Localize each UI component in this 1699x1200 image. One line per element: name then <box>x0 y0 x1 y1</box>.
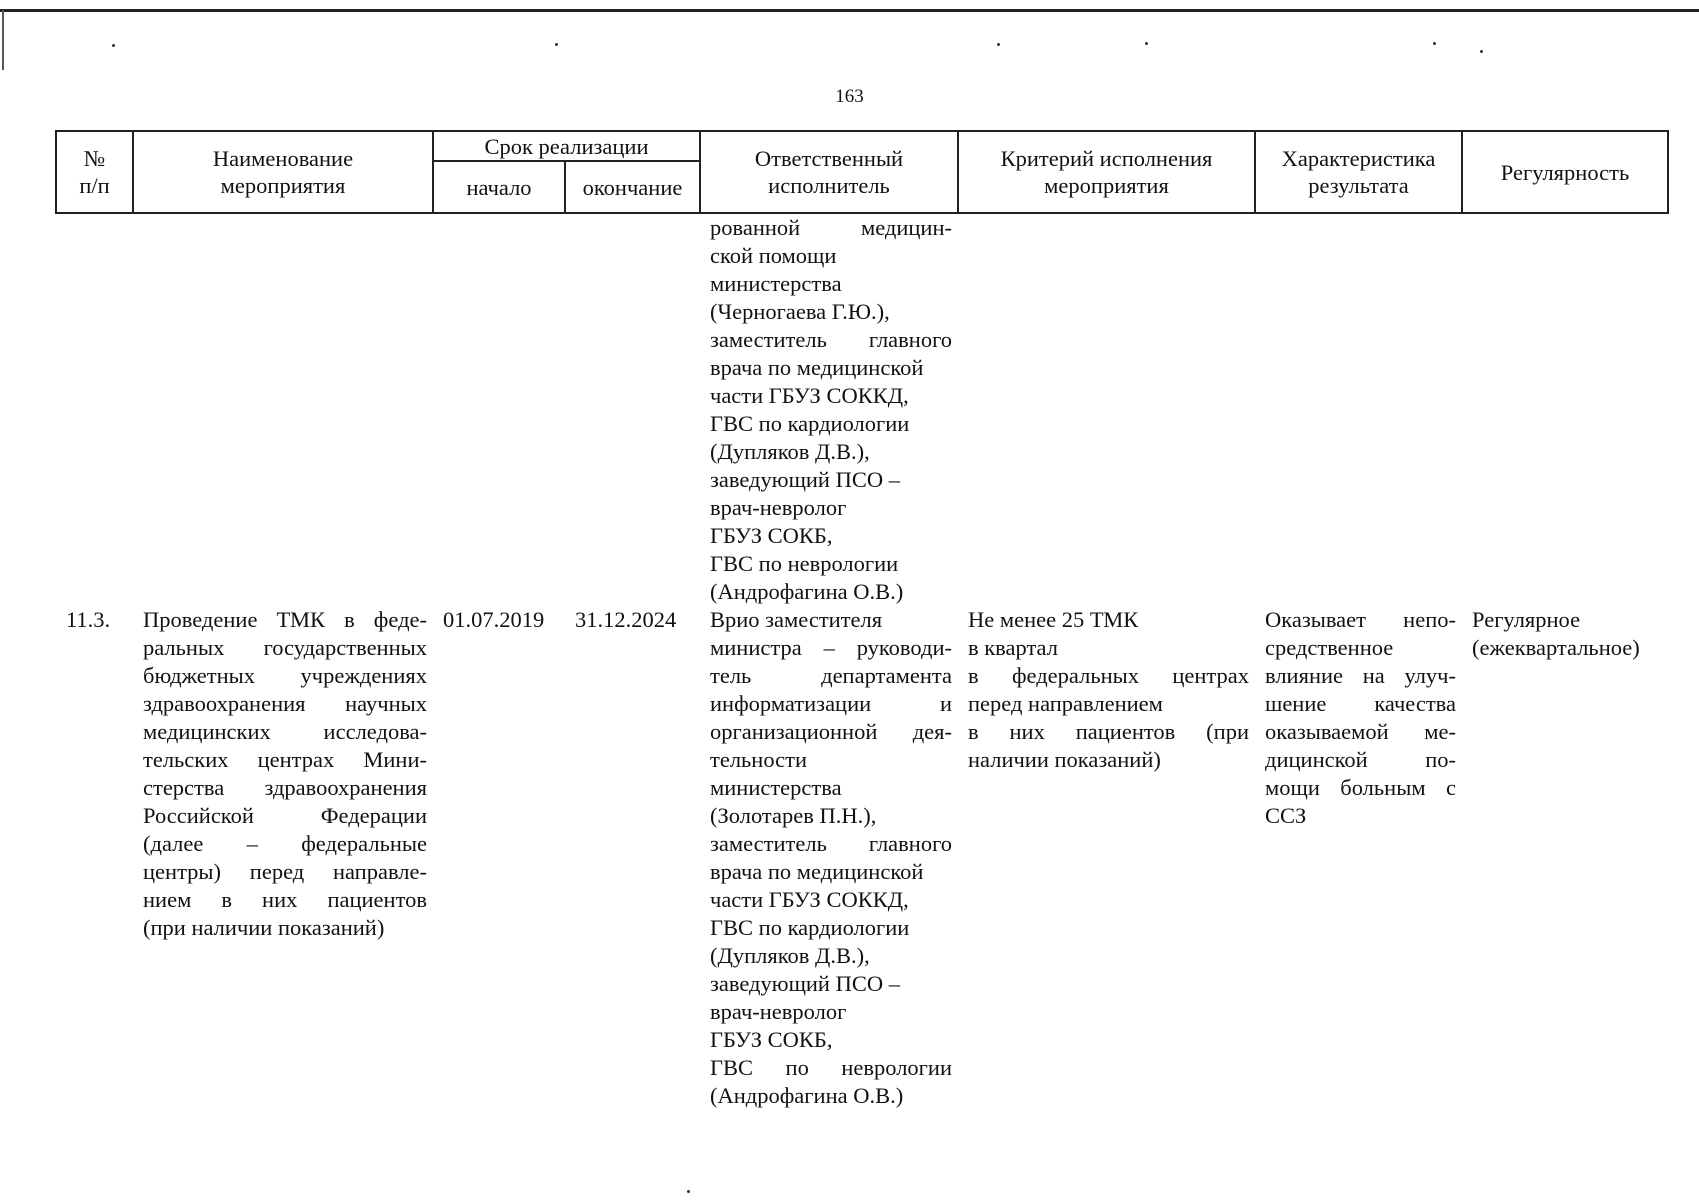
header-name: Наименование мероприятия <box>133 131 433 213</box>
scan-left-border <box>2 10 4 70</box>
cell-responsible: Врио заместителя министра – руководи- тель департамента информатизации и организационной дея- тельности министерства (Золотарев П.Н.), заместитель главного врача по медицинской части ГБУЗ СОККД, ГВС по кардиологии (Дупляков Д.В.), заведующий ПСО – врач-невролог ГБУЗ СОКБ, ГВС по неврологии (Андрофагина О.В.) <box>710 607 952 1108</box>
header-start: начало <box>433 161 565 213</box>
scan-speck <box>997 43 1000 46</box>
scan-speck <box>1145 42 1148 45</box>
scan-speck <box>687 1190 690 1193</box>
header-period: Срок реализации <box>433 131 700 161</box>
cell-number: 11.3. <box>66 607 111 632</box>
header-regularity: Регулярность <box>1462 131 1668 213</box>
cell-criterion: Не менее 25 ТМК в квартал в федеральных центрах перед направлением в них пациентов (при наличии показаний) <box>968 607 1249 772</box>
activity-plan-table <box>55 130 1669 1110</box>
scan-speck <box>1433 42 1436 45</box>
table-row-11-3 <box>56 606 1668 1110</box>
cell-regularity: Регулярное (ежеквартальное) <box>1472 607 1640 660</box>
header-responsible: Ответственный исполнитель <box>700 131 958 213</box>
cell-result: Оказывает непо- средственное влияние на улуч- шение качества оказываемой ме- дицинской по- мощи больным с ССЗ <box>1265 607 1456 828</box>
header-number: № п/п <box>56 131 133 213</box>
cell-start <box>433 213 565 606</box>
header-criterion: Критерий исполнения мероприятия <box>958 131 1255 213</box>
scan-speck <box>555 43 558 46</box>
header-result: Характеристика результата <box>1255 131 1462 213</box>
cell-criterion <box>958 213 1255 606</box>
header-end: окончание <box>565 161 700 213</box>
cell-end <box>565 213 700 606</box>
page-number: 163 <box>835 86 864 107</box>
cell-result <box>1255 213 1462 606</box>
cell-end: 31.12.2024 <box>575 607 677 632</box>
cell-name <box>133 213 433 606</box>
scan-speck <box>1480 50 1483 53</box>
table-row-continuation <box>56 213 1668 606</box>
cell-start: 01.07.2019 <box>443 607 545 632</box>
cell-regularity <box>1462 213 1668 606</box>
scan-speck <box>112 44 115 47</box>
cell-number <box>56 213 133 606</box>
table-header-row <box>56 131 1668 161</box>
cell-name: Проведение ТМК в феде- ральных государственных бюджетных учреждениях здравоохранения научных медицинских исследова- тельских центрах Мини- стерства здравоохранения Российской Федерации (далее – федеральные центры) перед направле- нием в них пациентов (при наличии показаний) <box>143 607 427 940</box>
cell-responsible: рованной медицин- ской помощи министерства (Черногаева Г.Ю.), заместитель главного врача по медицинской части ГБУЗ СОККД, ГВС по кардиологии (Дупляков Д.В.), заведующий ПСО – врач-невролог ГБУЗ СОКБ, ГВС по неврологии (Андрофагина О.В.) <box>710 215 952 604</box>
scan-top-border <box>0 9 1699 12</box>
